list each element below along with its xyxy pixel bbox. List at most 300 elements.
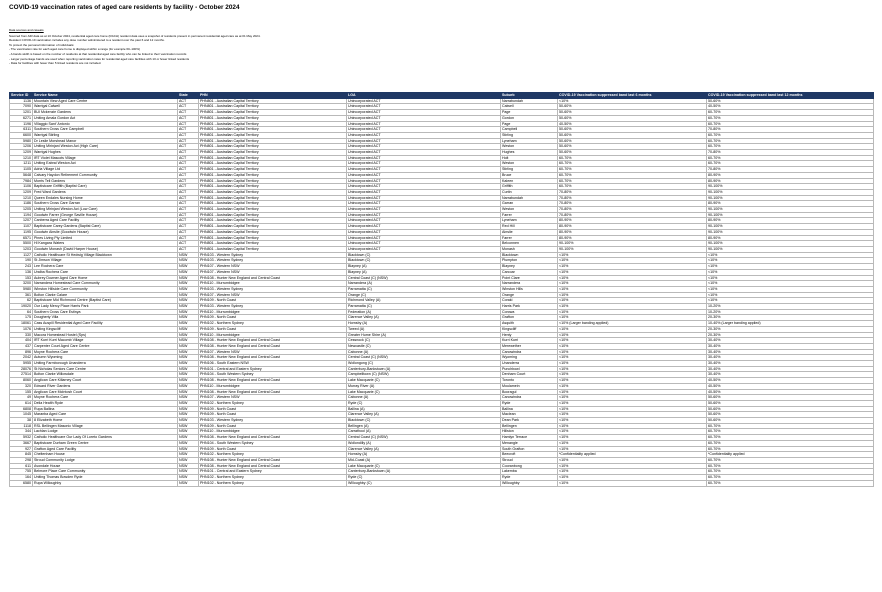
table-cell[interactable]: Red Hill — [501, 224, 558, 230]
table-cell[interactable]: 60-70% — [707, 115, 874, 121]
table-cell[interactable]: NSW — [178, 458, 199, 464]
table-cell[interactable]: 30-40% — [707, 343, 874, 349]
column-header[interactable]: Suburb — [501, 93, 558, 99]
table-cell[interactable]: PHN801 - Australian Capital Territory — [199, 218, 347, 224]
table-cell[interactable]: Canowindra — [501, 395, 558, 401]
column-header[interactable]: LGA — [347, 93, 501, 99]
table-cell[interactable]: Henty — [501, 332, 558, 338]
table-cell[interactable]: NSW — [178, 286, 199, 292]
table-cell[interactable]: Mountain View Aged Care Centre — [33, 98, 178, 104]
table-cell[interactable]: 896 — [10, 349, 33, 355]
table-cell[interactable]: ACT — [178, 132, 199, 138]
table-cell[interactable]: Warrigal Hughes — [33, 150, 178, 156]
table-cell[interactable]: ACT — [178, 218, 199, 224]
table-cell[interactable]: 60-70% — [707, 435, 874, 441]
table-cell[interactable]: 50-60% — [558, 115, 707, 121]
table-cell[interactable]: 7984 — [10, 178, 33, 184]
table-cell[interactable]: PHN801 - Australian Capital Territory — [199, 246, 347, 252]
table-cell[interactable]: 1136 — [10, 98, 33, 104]
table-cell[interactable]: NSW — [178, 480, 199, 486]
table-cell[interactable]: PHN110 - Murrumbidgee — [199, 383, 347, 389]
table-cell[interactable]: PHN801 - Australian Capital Territory — [199, 155, 347, 161]
table-cell[interactable]: Toronto — [501, 378, 558, 384]
table-cell[interactable]: PHN108 - Hunter New England and Central Coast — [199, 389, 347, 395]
table-cell[interactable]: Anglican Care McIntosh Court — [33, 389, 178, 395]
table-cell[interactable]: Plumpton — [501, 258, 558, 264]
table-cell[interactable]: Unincorporated ACT — [347, 104, 501, 110]
table-cell[interactable]: Rupa Ballina — [33, 406, 178, 412]
table-cell[interactable]: PHN801 - Australian Capital Territory — [199, 132, 347, 138]
table-cell[interactable]: 3200 — [10, 281, 33, 287]
notes-heading[interactable]: Data sources and caveats — [9, 28, 44, 32]
column-header[interactable]: PHN — [199, 93, 347, 99]
table-cell[interactable]: 1207 — [10, 218, 33, 224]
table-cell[interactable]: 70-80% — [707, 127, 874, 133]
table-cell[interactable]: PHN108 - Hunter New England and Central Coast — [199, 338, 347, 344]
table-cell[interactable]: 437 — [10, 343, 33, 349]
table-cell[interactable]: NSW — [178, 361, 199, 367]
table-cell[interactable]: PHN103 - Western Sydney — [199, 304, 347, 310]
table-cell[interactable]: 80-90% — [558, 235, 707, 241]
table-cell[interactable]: <10% — [558, 258, 707, 264]
table-cell[interactable]: Rupa Willoughby — [33, 480, 178, 486]
table-cell[interactable]: PHN801 - Australian Capital Territory — [199, 127, 347, 133]
table-cell[interactable]: 80-90% — [558, 224, 707, 230]
table-cell[interactable]: 70-80% — [558, 189, 707, 195]
table-cell[interactable]: 70-80% — [558, 195, 707, 201]
table-cell[interactable]: Bruce — [501, 172, 558, 178]
table-cell[interactable]: RSL Bellingen Masonic Village — [33, 423, 178, 429]
table-cell[interactable]: 20-30% — [707, 315, 874, 321]
table-cell[interactable]: ACT — [178, 144, 199, 150]
table-cell[interactable]: 30-40% — [707, 355, 874, 361]
table-cell[interactable]: <10% — [707, 292, 874, 298]
table-cell[interactable]: NSW — [178, 475, 199, 481]
table-cell[interactable]: Clarence Valley (A) — [347, 446, 501, 452]
table-cell[interactable]: Clarence Valley (A) — [347, 315, 501, 321]
table-cell[interactable]: 90-100% — [558, 246, 707, 252]
table-cell[interactable]: ACT — [178, 246, 199, 252]
table-cell[interactable]: <10% — [558, 361, 707, 367]
table-cell[interactable]: 90-100% — [707, 224, 874, 230]
table-cell[interactable]: Uniting Eabrai Weston Act — [33, 161, 178, 167]
table-cell[interactable]: *Confidentiality applied — [707, 452, 874, 458]
table-cell[interactable]: Ballina (A) — [347, 406, 501, 412]
table-cell[interactable]: PHN108 - Hunter New England and Central Coast — [199, 355, 347, 361]
table-cell[interactable]: Lachlan Lodge — [33, 429, 178, 435]
table-cell[interactable]: ACT — [178, 201, 199, 207]
table-cell[interactable]: 50-60% — [558, 150, 707, 156]
table-cell[interactable]: NSW — [178, 264, 199, 270]
table-cell[interactable]: ACT — [178, 184, 199, 190]
table-cell[interactable]: PHN106 - South Eastern NSW — [199, 361, 347, 367]
table-cell[interactable]: PHN801 - Australian Capital Territory — [199, 104, 347, 110]
table-cell[interactable]: Catholic Healthcare St Hedwig Village Blacktown — [33, 252, 178, 258]
table-cell[interactable]: Weston — [501, 161, 558, 167]
table-cell[interactable]: Booragul — [501, 389, 558, 395]
table-cell[interactable]: 1195 — [10, 229, 33, 235]
table-cell[interactable]: Blayney (A) — [347, 269, 501, 275]
table-cell[interactable]: PHN109 - North Coast — [199, 423, 347, 429]
table-cell[interactable]: Blayney — [501, 264, 558, 270]
table-cell[interactable]: NSW — [178, 355, 199, 361]
table-cell[interactable]: 60-70% — [707, 480, 874, 486]
table-cell[interactable]: NSW — [178, 383, 199, 389]
table-cell[interactable]: <10% — [558, 406, 707, 412]
table-cell[interactable]: Morris Tell Gardens — [33, 178, 178, 184]
table-cell[interactable]: NSW — [178, 269, 199, 275]
table-cell[interactable]: Unincorporated ACT — [347, 207, 501, 213]
column-header[interactable]: State — [178, 93, 199, 99]
table-cell[interactable]: Lyneham — [501, 138, 558, 144]
table-cell[interactable]: Carpenter Court Aged Care Centre — [33, 343, 178, 349]
table-cell[interactable]: Griffith — [501, 184, 558, 190]
table-cell[interactable]: 70-80% — [707, 150, 874, 156]
table-cell[interactable]: PHN801 - Australian Capital Territory — [199, 98, 347, 104]
table-cell[interactable]: 60-70% — [558, 161, 707, 167]
table-cell[interactable]: 10-40% (Larger banding applied) — [707, 321, 874, 327]
table-cell[interactable]: ACT — [178, 110, 199, 116]
table-cell[interactable]: NSW — [178, 440, 199, 446]
table-cell[interactable]: Stirling — [501, 132, 558, 138]
table-cell[interactable]: Goodwin Ainslie (Goodwin House) — [33, 229, 178, 235]
table-cell[interactable]: 927 — [10, 446, 33, 452]
table-cell[interactable]: 611 — [10, 463, 33, 469]
table-cell[interactable]: 1209 — [10, 189, 33, 195]
table-cell[interactable]: PHN104 - South Western Sydney — [199, 372, 347, 378]
table-cell[interactable]: Unincorporated ACT — [347, 212, 501, 218]
table-cell[interactable]: PHN102 - Northern Sydney — [199, 452, 347, 458]
column-header[interactable]: Service ID — [10, 93, 33, 99]
table-cell[interactable]: NSW — [178, 366, 199, 372]
table-cell[interactable]: Stroud Community Lodge — [33, 458, 178, 464]
table-cell[interactable]: <10% — [558, 343, 707, 349]
table-cell[interactable]: PHN103 - Western Sydney — [199, 252, 347, 258]
table-cell[interactable]: 80-90% — [707, 235, 874, 241]
table-cell[interactable]: NSW — [178, 275, 199, 281]
table-cell[interactable]: ACT — [178, 207, 199, 213]
table-cell[interactable]: Edward River Gardens — [33, 383, 178, 389]
table-cell[interactable]: PHN107 - Western NSW — [199, 349, 347, 355]
table-cell[interactable]: 62 — [10, 298, 33, 304]
table-cell[interactable]: Murray River (A) — [347, 383, 501, 389]
table-cell[interactable]: 5500 — [10, 241, 33, 247]
table-cell[interactable]: <10% — [707, 264, 874, 270]
table-cell[interactable]: 19020 — [10, 304, 33, 310]
table-cell[interactable]: NSW — [178, 423, 199, 429]
table-cell[interactable]: Southern Cross Care Campbell — [33, 127, 178, 133]
table-cell[interactable]: PHN801 - Australian Capital Territory — [199, 161, 347, 167]
table-cell[interactable]: 1194 — [10, 212, 33, 218]
table-cell[interactable]: Lee Rochera Care — [33, 264, 178, 270]
table-cell[interactable]: PHN110 - Murrumbidgee — [199, 281, 347, 287]
table-cell[interactable]: 60-70% — [707, 138, 874, 144]
table-cell[interactable]: 90-100% — [707, 189, 874, 195]
table-cell[interactable]: NSW — [178, 412, 199, 418]
table-cell[interactable]: Pines Living Pty Limited — [33, 235, 178, 241]
table-cell[interactable]: ACT — [178, 138, 199, 144]
table-cell[interactable]: Coraki — [501, 298, 558, 304]
table-cell[interactable]: 190 — [10, 258, 33, 264]
table-cell[interactable]: PHN108 - Hunter New England and Central Coast — [199, 458, 347, 464]
table-cell[interactable]: <10% — [558, 281, 707, 287]
table-cell[interactable]: 50-60% — [558, 132, 707, 138]
table-cell[interactable]: 90-100% — [707, 207, 874, 213]
table-cell[interactable]: Unincorporated ACT — [347, 110, 501, 116]
table-cell[interactable]: <10% — [558, 400, 707, 406]
table-cell[interactable]: <10% — [558, 480, 707, 486]
table-cell[interactable]: Newcastle (C) — [347, 343, 501, 349]
table-cell[interactable]: 1118 — [10, 423, 33, 429]
table-cell[interactable]: 64 — [10, 309, 33, 315]
table-cell[interactable]: <10% — [707, 258, 874, 264]
table-cell[interactable]: Bellingen (A) — [347, 423, 501, 429]
table-cell[interactable]: PHN101 - Central and Eastern Sydney — [199, 366, 347, 372]
table-cell[interactable]: <10% — [558, 286, 707, 292]
table-cell[interactable]: Lakemba — [501, 469, 558, 475]
table-cell[interactable]: Point Clare — [501, 275, 558, 281]
table-cell[interactable]: 18061 — [10, 321, 33, 327]
table-cell[interactable]: Villaggio Sant' Antonio — [33, 121, 178, 127]
table-cell[interactable]: 90-100% — [707, 229, 874, 235]
table-cell[interactable]: <10% — [558, 304, 707, 310]
table-cell[interactable]: Ryde — [501, 400, 558, 406]
table-cell[interactable]: <10% — [558, 332, 707, 338]
table-cell[interactable]: 50-60% — [707, 98, 874, 104]
table-cell[interactable]: ACT — [178, 167, 199, 173]
table-cell[interactable]: 50-60% — [707, 412, 874, 418]
table-cell[interactable]: <10% — [558, 275, 707, 281]
table-cell[interactable]: ACT — [178, 178, 199, 184]
table-cell[interactable]: Fred Ward Gardens — [33, 189, 178, 195]
table-cell[interactable]: Unincorporated ACT — [347, 172, 501, 178]
table-cell[interactable]: Unincorporated ACT — [347, 150, 501, 156]
table-cell[interactable]: Orange — [501, 292, 558, 298]
table-cell[interactable]: Ballina — [501, 406, 558, 412]
table-cell[interactable]: Denham Court — [501, 372, 558, 378]
table-cell[interactable]: ACT — [178, 104, 199, 110]
table-cell[interactable]: PHN801 - Australian Capital Territory — [199, 224, 347, 230]
table-cell[interactable]: Moulamein — [501, 383, 558, 389]
table-cell[interactable]: Bolton Clarke Willowdale — [33, 372, 178, 378]
table-cell[interactable]: PHN107 - Western NSW — [199, 264, 347, 270]
table-cell[interactable]: <10% — [558, 298, 707, 304]
table-cell[interactable]: Greater Hume Shire (A) — [347, 332, 501, 338]
table-cell[interactable]: 50-60% — [707, 406, 874, 412]
table-cell[interactable]: <10% — [558, 418, 707, 424]
table-cell[interactable]: NSW — [178, 452, 199, 458]
table-cell[interactable]: Unincorporated ACT — [347, 98, 501, 104]
table-cell[interactable]: Belconnen — [501, 241, 558, 247]
table-cell[interactable]: Calwell — [501, 104, 558, 110]
table-cell[interactable]: Maranba Aged Care — [33, 412, 178, 418]
table-cell[interactable]: Kaleen — [501, 178, 558, 184]
table-cell[interactable]: Weston — [501, 207, 558, 213]
table-cell[interactable]: Corowa — [501, 309, 558, 315]
table-cell[interactable]: 30-40% — [707, 366, 874, 372]
table-cell[interactable]: PHN109 - North Coast — [199, 326, 347, 332]
table-cell[interactable]: Belmore Place Care Community — [33, 469, 178, 475]
table-cell[interactable]: Moyne Rochera Care — [33, 395, 178, 401]
table-cell[interactable]: Weston — [501, 144, 558, 150]
table-cell[interactable]: Unincorporated ACT — [347, 235, 501, 241]
table-cell[interactable]: PHN110 - Murrumbidgee — [199, 429, 347, 435]
column-header[interactable]: COVID-19 Vaccination suppressed band last 12 months — [707, 93, 874, 99]
table-cell[interactable]: IRT Violet Mascots Village — [33, 155, 178, 161]
table-cell[interactable]: 70-80% — [558, 207, 707, 213]
table-cell[interactable]: 155 — [10, 389, 33, 395]
table-cell[interactable]: Harris Park — [501, 304, 558, 310]
table-cell[interactable]: PHN108 - Hunter New England and Central Coast — [199, 343, 347, 349]
table-cell[interactable]: PHN104 - South Western Sydney — [199, 440, 347, 446]
table-cell[interactable]: Page — [501, 110, 558, 116]
table-cell[interactable]: 60-70% — [707, 161, 874, 167]
table-cell[interactable]: Farrer — [501, 212, 558, 218]
table-cell[interactable]: <10% — [558, 389, 707, 395]
table-cell[interactable]: PHN801 - Australian Capital Territory — [199, 201, 347, 207]
table-cell[interactable]: ACT — [178, 195, 199, 201]
table-cell[interactable]: 40-50% — [707, 378, 874, 384]
table-cell[interactable]: Wollondilly (A) — [347, 440, 501, 446]
table-cell[interactable]: NSW — [178, 338, 199, 344]
table-cell[interactable]: NSW — [178, 315, 199, 321]
table-cell[interactable]: NSW — [178, 326, 199, 332]
table-cell[interactable]: 60-70% — [707, 463, 874, 469]
table-cell[interactable]: Unincorporated ACT — [347, 155, 501, 161]
table-cell[interactable]: Narrandera Homestead Care Community — [33, 281, 178, 287]
table-cell[interactable]: 5955 — [10, 361, 33, 367]
table-cell[interactable]: Merewether — [501, 343, 558, 349]
table-cell[interactable]: Ryde — [501, 475, 558, 481]
table-cell[interactable]: 1203 — [10, 246, 33, 252]
table-cell[interactable]: <10% — [558, 378, 707, 384]
table-cell[interactable]: PHN801 - Australian Capital Territory — [199, 235, 347, 241]
table-cell[interactable]: 30-40% — [707, 349, 874, 355]
table-cell[interactable]: Dr Leslie Morshead Manor — [33, 138, 178, 144]
table-cell[interactable]: 90-100% — [707, 184, 874, 190]
table-cell[interactable]: PHN101 - Central and Eastern Sydney — [199, 469, 347, 475]
table-cell[interactable]: Cabonne (A) — [347, 395, 501, 401]
table-cell[interactable]: Hamlyn Terrace — [501, 435, 558, 441]
table-cell[interactable]: Lake Macquarie (C) — [347, 389, 501, 395]
table-cell[interactable]: PHN801 - Australian Capital Territory — [199, 241, 347, 247]
table-cell[interactable]: Southern Cross Care Garran — [33, 201, 178, 207]
table-cell[interactable]: NSW — [178, 372, 199, 378]
table-cell[interactable]: Holt — [501, 155, 558, 161]
table-cell[interactable]: 40-50% — [707, 104, 874, 110]
table-cell[interactable]: 50-60% — [707, 400, 874, 406]
table-cell[interactable]: <10% — [558, 98, 707, 104]
table-cell[interactable]: <10% — [707, 252, 874, 258]
table-cell[interactable]: Unincorporated ACT — [347, 115, 501, 121]
table-cell[interactable]: 60-70% — [707, 110, 874, 116]
table-cell[interactable]: Uniting Amala Gordon Act — [33, 115, 178, 121]
table-cell[interactable]: 60-70% — [707, 132, 874, 138]
table-cell[interactable]: PHN102 - Northern Sydney — [199, 400, 347, 406]
table-cell[interactable]: Parramatta (C) — [347, 304, 501, 310]
table-cell[interactable]: <10% — [558, 292, 707, 298]
table-cell[interactable]: 755 — [10, 469, 33, 475]
table-cell[interactable]: Clarence Valley (A) — [347, 412, 501, 418]
table-cell[interactable]: NSW — [178, 469, 199, 475]
table-cell[interactable]: 1209 — [10, 150, 33, 156]
table-cell[interactable]: Uniting Mirinjani Weston Act (Low Care) — [33, 207, 178, 213]
table-cell[interactable]: PHN109 - North Coast — [199, 412, 347, 418]
table-cell[interactable]: Unincorporated ACT — [347, 144, 501, 150]
table-cell[interactable]: Baptistcare Griffith (Baptist Care) — [33, 184, 178, 190]
table-cell[interactable]: 8 Elizabeth Home — [33, 418, 178, 424]
table-cell[interactable]: Autumn Wyoming — [33, 355, 178, 361]
table-cell[interactable]: PHN801 - Australian Capital Territory — [199, 184, 347, 190]
table-cell[interactable]: 614 — [10, 400, 33, 406]
table-cell[interactable]: Hillston — [501, 429, 558, 435]
table-cell[interactable]: Carcoar — [501, 269, 558, 275]
table-cell[interactable]: <10% — [558, 366, 707, 372]
table-cell[interactable]: PHN110 - Murrumbidgee — [199, 332, 347, 338]
table-cell[interactable]: PHN108 - Hunter New England and Central Coast — [199, 275, 347, 281]
table-cell[interactable]: Campbell — [501, 127, 558, 133]
table-cell[interactable]: NSW — [178, 418, 199, 424]
table-cell[interactable]: Willoughby — [501, 480, 558, 486]
table-cell[interactable]: PHN108 - Hunter New England and Central Coast — [199, 435, 347, 441]
table-cell[interactable]: Unincorporated ACT — [347, 121, 501, 127]
table-cell[interactable]: ACT — [178, 172, 199, 178]
table-cell[interactable]: NSW — [178, 435, 199, 441]
table-cell[interactable]: 1205 — [10, 207, 33, 213]
table-cell[interactable]: Anglican Care Killarney Court — [33, 378, 178, 384]
table-cell[interactable]: Campbelltown (C) (NSW) — [347, 372, 501, 378]
table-cell[interactable]: Calvary Haydon Retirement Community — [33, 172, 178, 178]
table-cell[interactable]: 80-90% — [558, 218, 707, 224]
table-cell[interactable]: 298 — [10, 458, 33, 464]
table-cell[interactable]: PHN107 - Western NSW — [199, 395, 347, 401]
table-cell[interactable]: 60-70% — [707, 121, 874, 127]
table-cell[interactable]: <10% — [558, 463, 707, 469]
table-cell[interactable]: 6271 — [10, 115, 33, 121]
table-cell[interactable]: Our Lady Mercy Place Harris Park — [33, 304, 178, 310]
table-cell[interactable]: 90-100% — [707, 241, 874, 247]
table-cell[interactable]: Adria Village Ltd — [33, 167, 178, 173]
table-cell[interactable]: <10% — [558, 349, 707, 355]
table-cell[interactable]: Goodwin Monash (David Harper House) — [33, 246, 178, 252]
table-cell[interactable]: Queen Endales Nursing Home — [33, 195, 178, 201]
table-cell[interactable]: 344 — [10, 429, 33, 435]
table-cell[interactable]: 6571 — [10, 235, 33, 241]
table-cell[interactable]: ACT — [178, 212, 199, 218]
table-cell[interactable]: NSW — [178, 321, 199, 327]
table-cell[interactable]: 1105 — [10, 167, 33, 173]
table-cell[interactable]: <10% — [707, 275, 874, 281]
table-cell[interactable]: Unincorporated ACT — [347, 184, 501, 190]
table-cell[interactable]: Central Coast (C) (NSW) — [347, 275, 501, 281]
table-cell[interactable]: PHN801 - Australian Capital Territory — [199, 167, 347, 173]
table-cell[interactable]: Uralba Rochera Care — [33, 269, 178, 275]
table-cell[interactable]: 30-40% — [707, 361, 874, 367]
table-cell[interactable]: Macora Homestead Hostel (Sps) — [33, 332, 178, 338]
table-cell[interactable]: Monash — [501, 246, 558, 252]
table-cell[interactable]: 80-90% — [707, 218, 874, 224]
table-cell[interactable]: NSW — [178, 378, 199, 384]
table-cell[interactable]: Parramatta (C) — [347, 286, 501, 292]
table-cell[interactable]: Unincorporated ACT — [347, 138, 501, 144]
table-cell[interactable]: Wollongong (C) — [347, 361, 501, 367]
table-cell[interactable]: Avondale House — [33, 463, 178, 469]
table-cell[interactable]: 1206 — [10, 144, 33, 150]
table-cell[interactable]: Blacktown (C) — [347, 252, 501, 258]
table-cell[interactable]: 1045 — [10, 412, 33, 418]
table-cell[interactable]: 60-70% — [707, 155, 874, 161]
table-cell[interactable]: 20-30% — [707, 332, 874, 338]
